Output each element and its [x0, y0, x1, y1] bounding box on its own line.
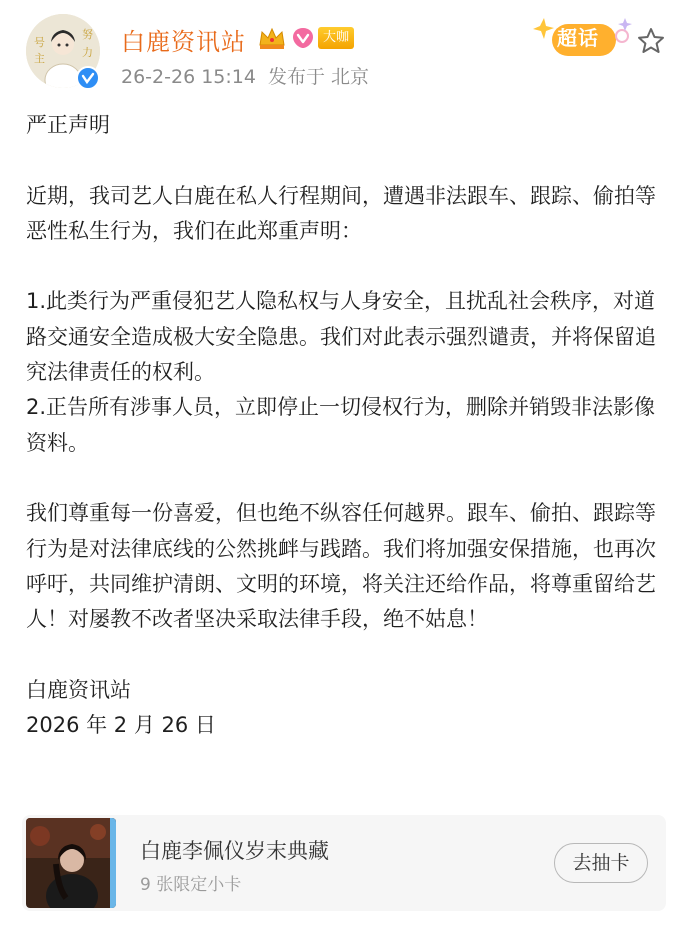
supertopic-label[interactable]: 超话	[557, 26, 599, 50]
post-body	[26, 108, 672, 743]
post-point-1: 1.此类行为严重侵犯艺人隐私权与人身安全，且扰乱社会秩序，对道路交通安全造成极大安全隐患。我们对此表示强烈谴责，并将保留追究法律责任的权利。	[26, 289, 656, 385]
promo-card-title: 白鹿李佩仪岁末典藏	[140, 839, 329, 863]
post-signature: 白鹿资讯站	[26, 677, 131, 702]
promo-card[interactable]	[22, 815, 666, 911]
post-point-2: 2.正告所有涉事人员，立即停止一切侵权行为，删除并销毁非法影像资料。	[26, 395, 656, 455]
author-badge: 大咖	[318, 27, 354, 49]
vip-level-icon	[290, 25, 316, 51]
post-meta	[121, 62, 369, 89]
favorite-star-icon[interactable]	[636, 26, 666, 56]
avatar-text-1: 号	[34, 36, 45, 49]
post-closing: 我们尊重每一份喜爱，但也绝不纵容任何越界。跟车、偷拍、跟踪等行为是对法律底线的公然挑衅与践踏。我们将加强安保措施，也再次呼吁，共同维护清朗、文明的环境，将关注还给作品，将尊重留给艺人！对屡教不改者坚决采取法律手段，绝不姑息！	[26, 501, 656, 632]
avatar-text-4: 力	[82, 46, 93, 59]
post-intro: 近期，我司艺人白鹿在私人行程期间，遭遇非法跟车、跟踪、偷拍等恶性私生行为，我们在此郑重声明：	[26, 183, 656, 243]
avatar-text-3: 努	[82, 28, 93, 41]
author-name[interactable]: 白鹿资讯站	[121, 28, 246, 56]
promo-card-thumbnail	[26, 818, 116, 908]
avatar-text-2: 主	[34, 52, 45, 65]
post-title: 严正声明	[26, 113, 110, 137]
post-time: 26-2-26 15:14	[121, 66, 256, 88]
post-date: 2026 年 2 月 26 日	[26, 713, 216, 738]
post-location: 发布于 北京	[267, 66, 369, 88]
crown-icon	[257, 25, 287, 51]
draw-card-button[interactable]: 去抽卡	[554, 843, 648, 883]
verified-icon	[76, 66, 100, 90]
post-header	[0, 0, 690, 100]
promo-card-subtitle: 9 张限定小卡	[140, 875, 242, 895]
